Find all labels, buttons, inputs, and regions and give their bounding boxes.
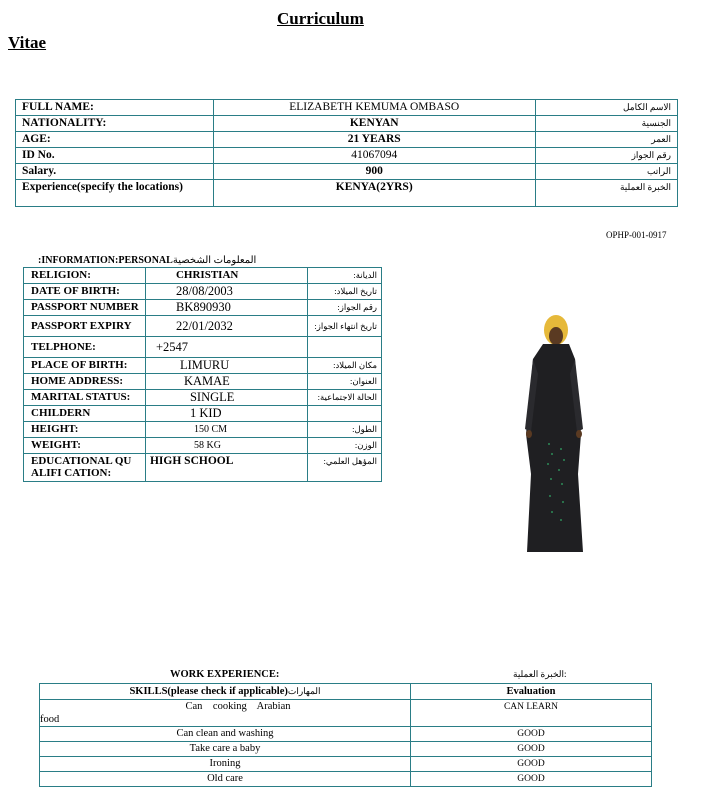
personal-table (23, 267, 382, 482)
table-row (16, 148, 678, 164)
row-value: KENYA(2YRS) (213, 180, 535, 207)
row-value: 58 KG (145, 438, 307, 454)
skills-table (39, 683, 652, 787)
summary-table (15, 99, 678, 207)
table-row (24, 284, 382, 300)
table-header-row (40, 684, 652, 700)
skill-text-continued: food (40, 714, 60, 725)
row-arabic: :مكان الميلاد (308, 358, 382, 374)
table-row (24, 454, 382, 482)
skill-text: Can cooking Arabian (185, 701, 291, 712)
row-value: ELIZABETH KEMUMA OMBASO (213, 100, 535, 116)
row-label: EDUCATIONAL QUALIFI CATION: (24, 454, 146, 482)
row-value: SINGLE (145, 390, 307, 406)
row-label: Experience(specify the locations) (16, 180, 214, 207)
row-value: KENYAN (213, 116, 535, 132)
row-label: PASSPORT EXPIRY (24, 316, 146, 337)
row-arabic: :الحالة الاجتماعية (308, 390, 382, 406)
row-label: HEIGHT: (24, 422, 146, 438)
evaluation-cell: CAN LEARN (411, 700, 652, 727)
row-value: 28/08/2003 (145, 284, 307, 300)
table-row (24, 268, 382, 284)
table-row (24, 300, 382, 316)
row-value: 900 (213, 164, 535, 180)
row-arabic: :الديانة (308, 268, 382, 284)
table-row (24, 374, 382, 390)
row-arabic: الخبرة العملية (535, 180, 677, 207)
row-value: CHRISTIAN (145, 268, 307, 284)
table-row (24, 358, 382, 374)
row-value: 22/01/2032 (145, 316, 307, 337)
row-arabic: :تاريخ انتهاء الجواز (308, 316, 382, 337)
table-row (16, 100, 678, 116)
skills-header (40, 684, 411, 700)
skills-header-text: SKILLS(please check if applicable) (129, 686, 288, 697)
personal-heading (38, 255, 256, 266)
row-arabic: :العنوان (308, 374, 382, 390)
row-label: DATE OF BIRTH: (24, 284, 146, 300)
table-row (24, 438, 382, 454)
row-arabic (308, 337, 382, 358)
row-arabic: :الوزن (308, 438, 382, 454)
table-row (16, 164, 678, 180)
skill-cell: Take care a baby (40, 742, 411, 757)
table-row (40, 727, 652, 742)
row-value: KAMAE (145, 374, 307, 390)
skill-cell (40, 700, 411, 727)
skill-cell: Can clean and washing (40, 727, 411, 742)
row-arabic (308, 406, 382, 422)
skill-cell: Ironing (40, 757, 411, 772)
row-arabic: الاسم الكامل (535, 100, 677, 116)
table-row (16, 132, 678, 148)
row-arabic: الراتب (535, 164, 677, 180)
evaluation-cell: GOOD (411, 742, 652, 757)
row-label: NATIONALITY: (16, 116, 214, 132)
row-label: ID No. (16, 148, 214, 164)
row-arabic: رقم الجواز (535, 148, 677, 164)
table-row (24, 337, 382, 358)
table-row (40, 757, 652, 772)
table-row (40, 742, 652, 757)
table-row (24, 422, 382, 438)
row-value: +2547 (145, 337, 307, 358)
row-arabic: :الطول (308, 422, 382, 438)
row-label: CHILDERN (24, 406, 146, 422)
row-arabic: العمر (535, 132, 677, 148)
reference-code: OPHP-001-0917 (606, 230, 667, 240)
row-label: PASSPORT NUMBER (24, 300, 146, 316)
evaluation-cell: GOOD (411, 757, 652, 772)
table-row (40, 772, 652, 787)
row-value: LIMURU (145, 358, 307, 374)
evaluation-cell: GOOD (411, 727, 652, 742)
table-row (24, 390, 382, 406)
row-arabic: :تاريخ الميلاد (308, 284, 382, 300)
row-arabic: :رقم الجواز (308, 300, 382, 316)
evaluation-cell: GOOD (411, 772, 652, 787)
table-row (16, 116, 678, 132)
row-arabic: :المؤهل العلمي (308, 454, 382, 482)
title-curriculum: Curriculum (277, 9, 364, 28)
person-figure-icon (521, 314, 586, 556)
table-row (24, 406, 382, 422)
row-value: 1 KID (145, 406, 307, 422)
table-row (24, 316, 382, 337)
table-row (16, 180, 678, 207)
row-arabic: الجنسية (535, 116, 677, 132)
row-label: Salary. (16, 164, 214, 180)
skill-cell: Old care (40, 772, 411, 787)
row-label: HOME ADDRESS: (24, 374, 146, 390)
row-label: FULL NAME: (16, 100, 214, 116)
person-photo (521, 314, 586, 556)
row-value: 41067094 (213, 148, 535, 164)
row-label: WEIGHT: (24, 438, 146, 454)
personal-heading-text: :INFORMATION:PERSONAL (38, 255, 173, 266)
row-value: HIGH SCHOOL (145, 454, 307, 482)
work-heading-arabic: الخبرة العملية: (513, 669, 567, 679)
row-label: AGE: (16, 132, 214, 148)
evaluation-header: Evaluation (411, 684, 652, 700)
title-vitae: Vitae (8, 33, 47, 52)
skills-header-arabic: المهارات (287, 686, 321, 696)
row-label: MARITAL STATUS: (24, 390, 146, 406)
table-row (40, 700, 652, 727)
work-heading: WORK EXPERIENCE: (170, 669, 280, 680)
row-value: BK890930 (145, 300, 307, 316)
row-label: TELPHONE: (24, 337, 146, 358)
row-value: 21 YEARS (213, 132, 535, 148)
row-value: 150 CM (145, 422, 307, 438)
row-label: RELIGION: (24, 268, 146, 284)
row-label: PLACE OF BIRTH: (24, 358, 146, 374)
personal-heading-arabic: المعلومات الشخصية (172, 255, 257, 266)
